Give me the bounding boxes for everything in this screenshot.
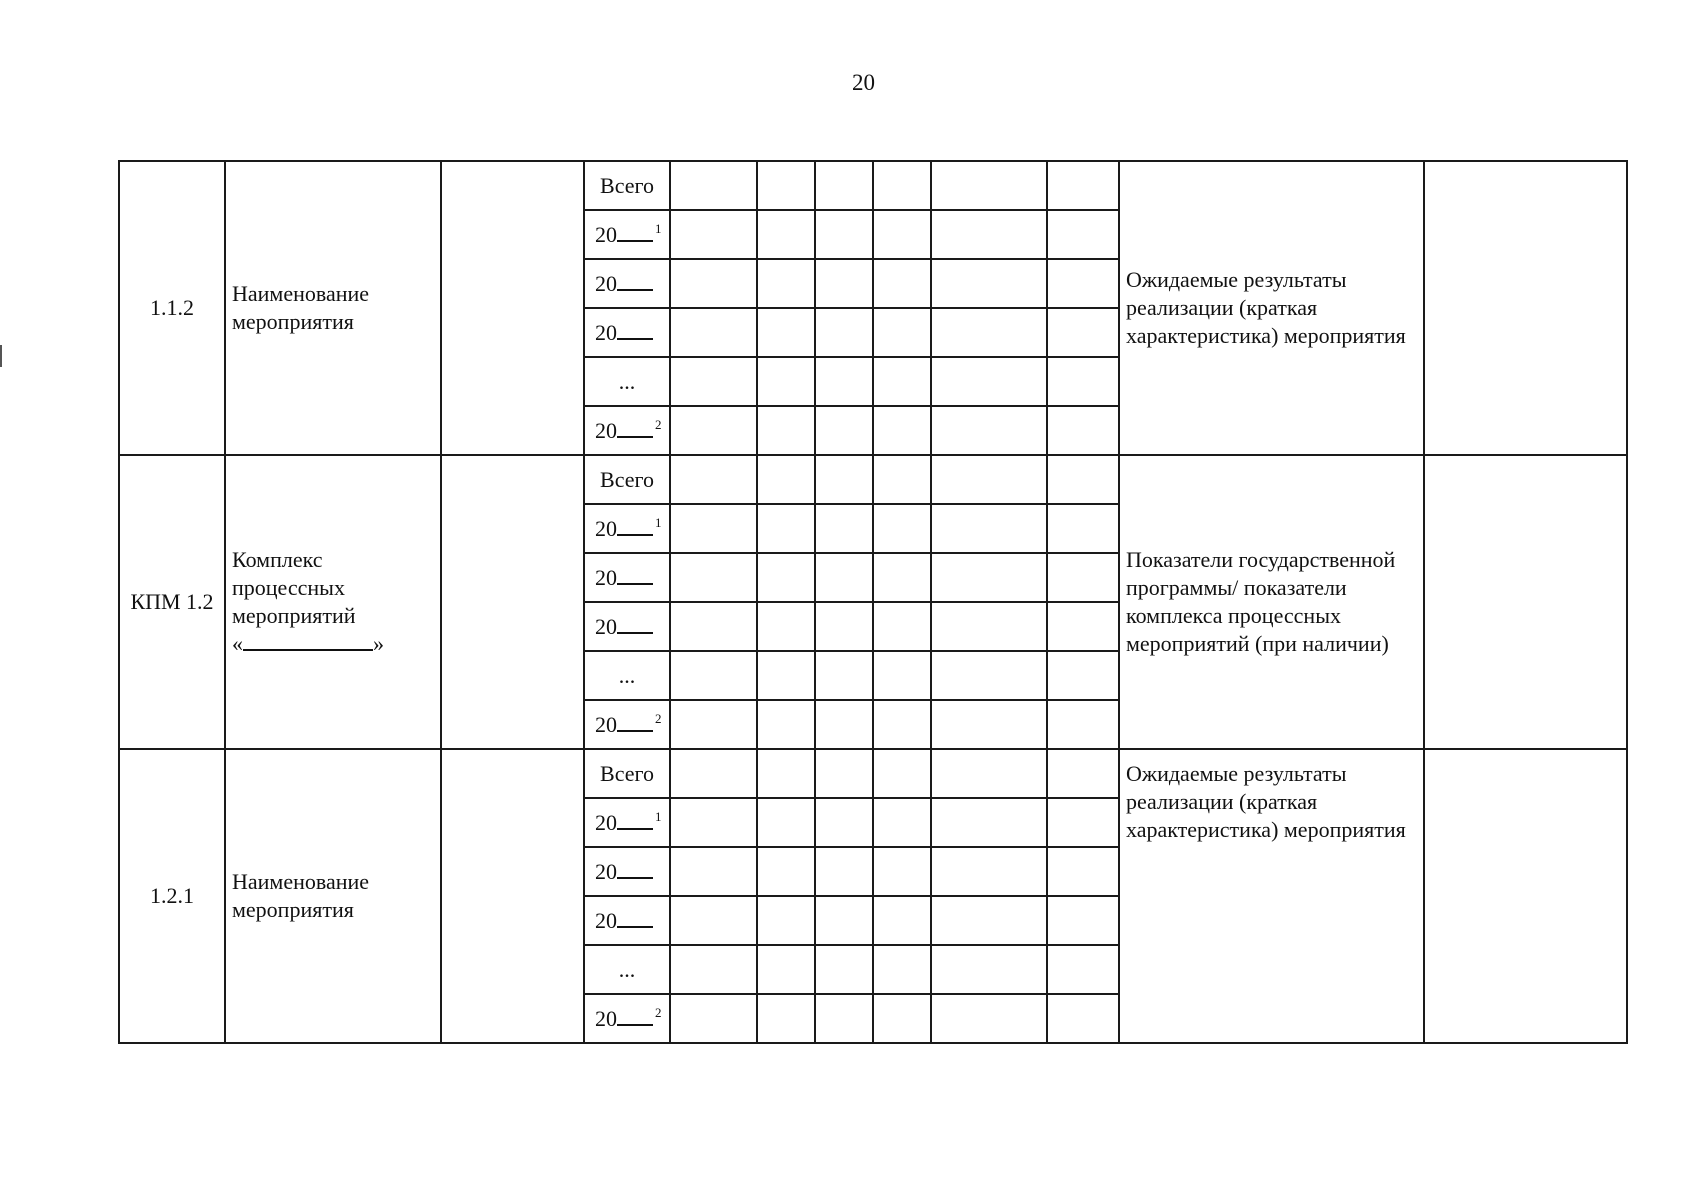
value-cell bbox=[815, 896, 873, 945]
year-label: Всего bbox=[600, 172, 654, 198]
value-cell bbox=[931, 896, 1047, 945]
value-cell bbox=[815, 406, 873, 455]
row-name-cell bbox=[225, 749, 441, 1043]
value-cell bbox=[1047, 700, 1119, 749]
year-prefix: 20 bbox=[595, 809, 617, 835]
value-cell bbox=[873, 945, 931, 994]
year-prefix: 20 bbox=[595, 858, 617, 884]
year-prefix: 20 bbox=[595, 417, 617, 443]
table-body bbox=[119, 161, 1627, 1043]
year-prefix: 20 bbox=[595, 711, 617, 737]
value-cell bbox=[670, 161, 757, 210]
year-label: ... bbox=[618, 956, 636, 982]
row-code: КПМ 1.2 bbox=[130, 589, 214, 614]
value-cell bbox=[1047, 455, 1119, 504]
value-cell bbox=[873, 896, 931, 945]
value-cell bbox=[815, 553, 873, 602]
value-cell bbox=[931, 602, 1047, 651]
value-cell bbox=[873, 406, 931, 455]
row-name-line: мероприятия bbox=[232, 309, 354, 334]
value-cell bbox=[757, 994, 815, 1043]
value-cell bbox=[1047, 994, 1119, 1043]
year-blank bbox=[617, 810, 653, 830]
value-cell bbox=[1047, 357, 1119, 406]
value-cell bbox=[670, 357, 757, 406]
description-cell bbox=[1119, 749, 1424, 1043]
value-cell bbox=[670, 994, 757, 1043]
value-cell bbox=[1047, 553, 1119, 602]
value-cell bbox=[757, 945, 815, 994]
value-cell bbox=[757, 847, 815, 896]
row-name-cell bbox=[225, 455, 441, 749]
notes-cell bbox=[1424, 161, 1627, 455]
value-cell bbox=[931, 749, 1047, 798]
year-blank bbox=[617, 565, 653, 585]
value-cell bbox=[1047, 210, 1119, 259]
row-name-line: Наименование bbox=[232, 281, 370, 306]
page-number: 20 bbox=[852, 70, 875, 95]
description-text: Ожидаемые результаты реализации (краткая характеристика) мероприятия bbox=[1126, 761, 1406, 842]
value-cell bbox=[873, 161, 931, 210]
row-code: 1.1.2 bbox=[150, 295, 194, 320]
value-cell bbox=[873, 847, 931, 896]
value-cell bbox=[757, 455, 815, 504]
footnote-mark: 1 bbox=[655, 220, 662, 236]
value-cell bbox=[757, 357, 815, 406]
row-name-line: мероприятия bbox=[232, 897, 354, 922]
value-cell bbox=[757, 896, 815, 945]
value-cell bbox=[873, 455, 931, 504]
value-cell bbox=[670, 798, 757, 847]
value-cell bbox=[670, 896, 757, 945]
year-cell bbox=[584, 847, 670, 896]
footnote-mark: 2 bbox=[655, 416, 662, 432]
value-cell bbox=[931, 994, 1047, 1043]
value-cell bbox=[1047, 259, 1119, 308]
measures-table bbox=[118, 160, 1628, 1044]
value-cell bbox=[815, 749, 873, 798]
value-cell bbox=[815, 994, 873, 1043]
row-name-line: процессных bbox=[232, 575, 345, 600]
description-cell bbox=[1119, 455, 1424, 749]
year-prefix: 20 bbox=[595, 319, 617, 345]
value-cell bbox=[931, 798, 1047, 847]
year-prefix: 20 bbox=[595, 564, 617, 590]
value-cell bbox=[1047, 896, 1119, 945]
value-cell bbox=[757, 406, 815, 455]
value-cell bbox=[815, 357, 873, 406]
footnote-mark: 2 bbox=[655, 710, 662, 726]
value-cell bbox=[873, 749, 931, 798]
value-cell bbox=[1047, 161, 1119, 210]
year-cell bbox=[584, 798, 670, 847]
value-cell bbox=[757, 798, 815, 847]
quote-close: » bbox=[373, 631, 384, 656]
year-cell bbox=[584, 945, 670, 994]
value-cell bbox=[873, 210, 931, 259]
year-label: ... bbox=[618, 368, 636, 394]
year-blank bbox=[617, 516, 653, 536]
value-cell bbox=[757, 602, 815, 651]
year-cell bbox=[584, 994, 670, 1043]
value-cell bbox=[1047, 945, 1119, 994]
row-name-line: мероприятий bbox=[232, 603, 356, 628]
row-code: 1.2.1 bbox=[150, 883, 194, 908]
year-cell bbox=[584, 210, 670, 259]
value-cell bbox=[873, 553, 931, 602]
value-cell bbox=[757, 553, 815, 602]
year-blank bbox=[617, 1006, 653, 1026]
value-cell bbox=[931, 504, 1047, 553]
year-blank bbox=[617, 859, 653, 879]
row-code-cell bbox=[119, 749, 225, 1043]
value-cell bbox=[815, 602, 873, 651]
value-cell bbox=[931, 308, 1047, 357]
value-cell bbox=[670, 602, 757, 651]
footnote-mark: 1 bbox=[655, 808, 662, 824]
year-cell bbox=[584, 700, 670, 749]
value-cell bbox=[815, 308, 873, 357]
value-cell bbox=[815, 798, 873, 847]
year-label: Всего bbox=[600, 466, 654, 492]
value-cell bbox=[670, 749, 757, 798]
year-blank bbox=[617, 271, 653, 291]
year-blank bbox=[617, 712, 653, 732]
value-cell bbox=[873, 700, 931, 749]
value-cell bbox=[815, 847, 873, 896]
row-name-line: Наименование bbox=[232, 869, 370, 894]
value-cell bbox=[670, 945, 757, 994]
value-cell bbox=[1047, 308, 1119, 357]
value-cell bbox=[815, 259, 873, 308]
year-prefix: 20 bbox=[595, 270, 617, 296]
quote-blank bbox=[243, 631, 373, 651]
row-name-quote bbox=[232, 630, 440, 658]
year-cell bbox=[584, 553, 670, 602]
description-text: Ожидаемые результаты реализации (краткая характеристика) мероприятия bbox=[1126, 267, 1406, 348]
year-cell bbox=[584, 455, 670, 504]
value-cell bbox=[873, 259, 931, 308]
value-cell bbox=[1047, 847, 1119, 896]
year-prefix: 20 bbox=[595, 221, 617, 247]
year-cell bbox=[584, 749, 670, 798]
responsible-cell bbox=[441, 161, 584, 455]
notes-cell bbox=[1424, 749, 1627, 1043]
description-text: Показатели государственной программы/ показатели комплекса процессных мероприятий (при наличии) bbox=[1126, 547, 1396, 656]
value-cell bbox=[670, 504, 757, 553]
value-cell bbox=[873, 504, 931, 553]
year-label: ... bbox=[618, 662, 636, 688]
year-cell bbox=[584, 406, 670, 455]
value-cell bbox=[931, 455, 1047, 504]
value-cell bbox=[1047, 406, 1119, 455]
value-cell bbox=[815, 210, 873, 259]
scan-edge-mark bbox=[0, 345, 2, 367]
year-cell bbox=[584, 602, 670, 651]
value-cell bbox=[670, 406, 757, 455]
notes-cell bbox=[1424, 455, 1627, 749]
value-cell bbox=[931, 406, 1047, 455]
footnote-mark: 2 bbox=[655, 1004, 662, 1020]
value-cell bbox=[931, 700, 1047, 749]
value-cell bbox=[757, 308, 815, 357]
value-cell bbox=[931, 161, 1047, 210]
year-cell bbox=[584, 896, 670, 945]
responsible-cell bbox=[441, 749, 584, 1043]
value-cell bbox=[873, 602, 931, 651]
row-name-line: Комплекс bbox=[232, 547, 323, 572]
year-prefix: 20 bbox=[595, 1005, 617, 1031]
value-cell bbox=[757, 161, 815, 210]
value-cell bbox=[815, 700, 873, 749]
year-prefix: 20 bbox=[595, 907, 617, 933]
value-cell bbox=[873, 651, 931, 700]
responsible-cell bbox=[441, 455, 584, 749]
value-cell bbox=[931, 210, 1047, 259]
quote-open: « bbox=[232, 631, 243, 656]
description-cell bbox=[1119, 161, 1424, 455]
year-blank bbox=[617, 418, 653, 438]
value-cell bbox=[670, 847, 757, 896]
value-cell bbox=[757, 749, 815, 798]
year-prefix: 20 bbox=[595, 613, 617, 639]
value-cell bbox=[1047, 749, 1119, 798]
value-cell bbox=[670, 259, 757, 308]
value-cell bbox=[815, 504, 873, 553]
table-row bbox=[119, 749, 1627, 798]
value-cell bbox=[873, 308, 931, 357]
value-cell bbox=[670, 651, 757, 700]
value-cell bbox=[931, 651, 1047, 700]
value-cell bbox=[757, 210, 815, 259]
year-cell bbox=[584, 651, 670, 700]
value-cell bbox=[815, 945, 873, 994]
year-cell bbox=[584, 161, 670, 210]
value-cell bbox=[757, 259, 815, 308]
value-cell bbox=[1047, 602, 1119, 651]
table-row bbox=[119, 455, 1627, 504]
value-cell bbox=[670, 210, 757, 259]
row-code-cell bbox=[119, 455, 225, 749]
row-name-cell bbox=[225, 161, 441, 455]
year-blank bbox=[617, 222, 653, 242]
value-cell bbox=[1047, 651, 1119, 700]
value-cell bbox=[670, 700, 757, 749]
value-cell bbox=[931, 357, 1047, 406]
year-blank bbox=[617, 320, 653, 340]
value-cell bbox=[757, 504, 815, 553]
value-cell bbox=[670, 308, 757, 357]
value-cell bbox=[1047, 798, 1119, 847]
row-code-cell bbox=[119, 161, 225, 455]
value-cell bbox=[815, 455, 873, 504]
year-prefix: 20 bbox=[595, 515, 617, 541]
table-row bbox=[119, 161, 1627, 210]
year-label: Всего bbox=[600, 760, 654, 786]
year-cell bbox=[584, 357, 670, 406]
value-cell bbox=[757, 651, 815, 700]
value-cell bbox=[931, 847, 1047, 896]
footnote-mark: 1 bbox=[655, 514, 662, 530]
year-blank bbox=[617, 908, 653, 928]
value-cell bbox=[815, 161, 873, 210]
value-cell bbox=[757, 700, 815, 749]
value-cell bbox=[931, 553, 1047, 602]
value-cell bbox=[873, 357, 931, 406]
year-blank bbox=[617, 614, 653, 634]
value-cell bbox=[931, 259, 1047, 308]
year-cell bbox=[584, 504, 670, 553]
year-cell bbox=[584, 259, 670, 308]
year-cell bbox=[584, 308, 670, 357]
value-cell bbox=[873, 994, 931, 1043]
value-cell bbox=[1047, 504, 1119, 553]
value-cell bbox=[670, 455, 757, 504]
value-cell bbox=[873, 798, 931, 847]
value-cell bbox=[670, 553, 757, 602]
value-cell bbox=[931, 945, 1047, 994]
value-cell bbox=[815, 651, 873, 700]
